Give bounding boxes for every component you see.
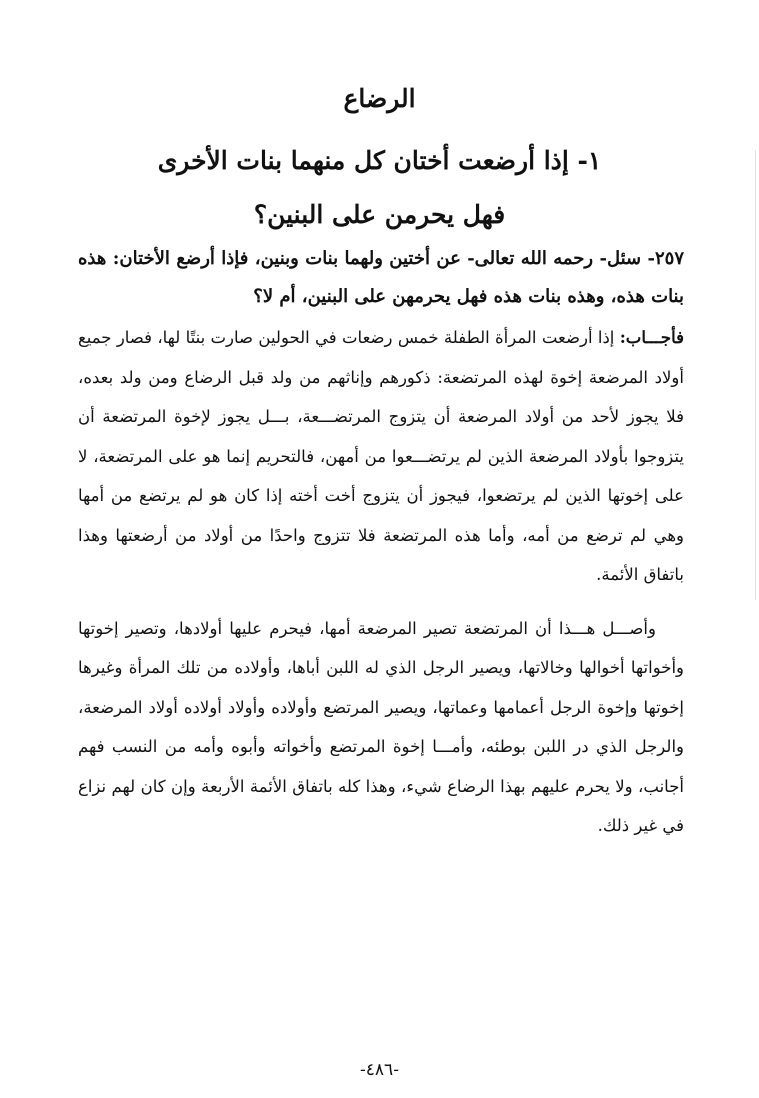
answer-paragraph: [78, 318, 684, 595]
answer-lead: فأجـــاب:: [619, 328, 684, 347]
page-number: -٤٨٦-: [360, 1060, 399, 1080]
page-edge-shadow: [755, 150, 756, 600]
body-text: [78, 240, 684, 846]
chapter-title: الرضاع: [343, 84, 416, 113]
question-heading-line-1: ١- إذا أرضعت أختان كل منهما بنات الأخرى: [157, 146, 602, 175]
explanation-paragraph: وأصـــل هـــذا أن المرتضعة تصير المرضعة أمها، فيحرم عليها أولادها، وتصير إخوتها وأخواتها أخوالها وخالاتها، ويصير الرجل الذي له اللبن أباها، وأولاده من تلك المرأة وغيرها إخوتها وإخوة الرجل أعمامها وعماتها، ويصير المرتضع وأولاده وأولاد أولاده أولاد المرضعة، والرجل الذي در اللبن بوطئه، وأمـــا إخوة المرتضع وأخواته وأبوه وأمه من النسب فهم أجانب، ولا يحرم عليهم بهذا الرضاع شيء، وهذا كله باتفاق الأئمة الأربعة وإن كان لهم نزاع في غير ذلك.: [78, 618, 684, 835]
question-paragraph: ٢٥٧- سئل- رحمه الله تعالى- عن أختين ولهما بنات وبنين، فإذا أرضع الأختان: هذه بنات هذه، وهذه بنات هذه فهل يحرمهن على البنين، أم لا؟: [78, 248, 684, 307]
question-heading-line-2: فهل يحرمن على البنين؟: [253, 200, 506, 229]
answer-text: إذا أرضعت المرأة الطفلة خمس رضعات في الحولين صارت بنتًا لها، فصار جميع أولاد المرضعة إخوة لهذه المرتضعة: ذكورهم وإناثهم من ولد قبل الرضاع ومن ولد بعده، فلا يجوز لأحد من أولاد المرضعة أن يتزوج المرتضـــعة، بـــل يجوز لإخوة المرتضعة أن يتزوجوا بأولاد المرضعة الذين لم يرتضـــعوا من أمهن، فالتحريم إنما هو على المرتضعة، لا على إخوتها الذين لم يرتضعوا، فيجوز أن يتزوج أخت أخته إذا كان هو لم يرتضع من أمها وهي لم ترضع من أمه، وأما هذه المرتضعة فلا تتزوج واحدًا من أولاد من أرضعتها وهذا باتفاق الأئمة.: [78, 328, 684, 584]
question-heading: [60, 134, 699, 242]
